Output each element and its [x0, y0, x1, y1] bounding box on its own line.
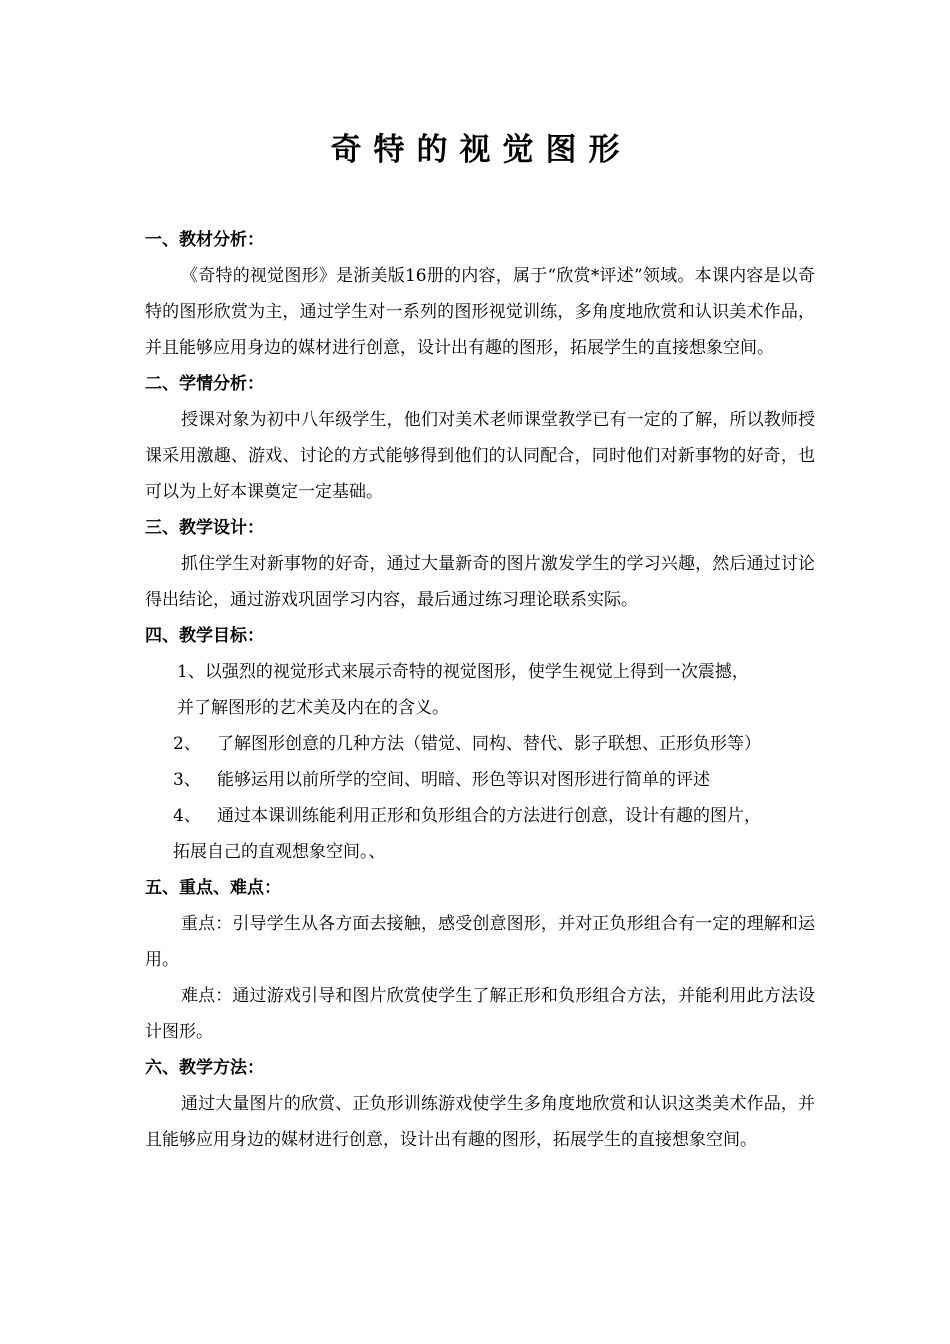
section-paragraph: 难点：通过游戏引导和图片欣赏使学生了解正形和负形组合方法，并能利用此方法设计图形。	[145, 986, 815, 1042]
goal-line: 4、 通过本课训练能利用正形和负形组合的方法进行创意，设计有趣的图片，	[173, 806, 762, 826]
goal-line: 2、 了解图形创意的几种方法（错觉、同构、替代、影子联想、正形负形等）	[173, 734, 762, 754]
document-title: 奇特的视觉图形	[330, 132, 632, 168]
goal-item	[145, 798, 815, 870]
goal-item	[145, 726, 815, 762]
section-paragraph: 重点：引导学生从各方面去接触，感受创意图形，并对正负形组合有一定的理解和运用。	[145, 914, 815, 970]
goal-line: 1、以强烈的视觉形式来展示奇特的视觉图形，使学生视觉上得到一次震撼，	[177, 662, 749, 682]
section-heading: 五、重点、难点：	[145, 878, 281, 898]
section-paragraph: 通过大量图片的欣赏、正负形训练游戏使学生多角度地欣赏和认识这类美术作品，并且能够应用身边的媒材进行创意，设计出有趣的图形，拓展学生的直接想象空间。	[145, 1094, 815, 1150]
goal-line: 3、 能够运用以前所学的空间、明暗、形色等识对图形进行简单的评述	[173, 770, 711, 790]
goal-item	[145, 654, 815, 726]
section-heading: 二、学情分析：	[145, 374, 264, 394]
goal-line-continued: 拓展自己的直观想象空间。、	[173, 842, 386, 862]
document-body	[145, 222, 815, 1158]
section-paragraph: 授课对象为初中八年级学生，他们对美术老师课堂教学已有一定的了解，所以教师授课采用激趣、游戏、讨论的方式能够得到他们的认同配合，同时他们对新事物的好奇，也可以为上好本课奠定一定基础。	[145, 410, 815, 502]
section-paragraph: 《奇特的视觉图形》是浙美版16册的内容，属于“欣赏*评述”领域。本课内容是以奇特的图形欣赏为主，通过学生对一系列的图形视觉训练，多角度地欣赏和认识美术作品，并且能够应用身边的媒材进行创意，设计出有趣的图形，拓展学生的直接想象空间。	[145, 266, 815, 358]
section-heading: 三、教学设计：	[145, 518, 264, 538]
goal-item	[145, 762, 815, 798]
section-heading: 六、教学方法：	[145, 1058, 264, 1078]
section-paragraph: 抓住学生对新事物的好奇，通过大量新奇的图片激发学生的学习兴趣，然后通过讨论得出结论，通过游戏巩固学习内容，最后通过练习理论联系实际。	[145, 554, 815, 610]
section-heading: 一、教材分析：	[145, 230, 264, 250]
section-heading: 四、教学目标：	[145, 626, 264, 646]
goal-line-continued: 并了解图形的艺术美及内在的含义。	[177, 698, 449, 718]
